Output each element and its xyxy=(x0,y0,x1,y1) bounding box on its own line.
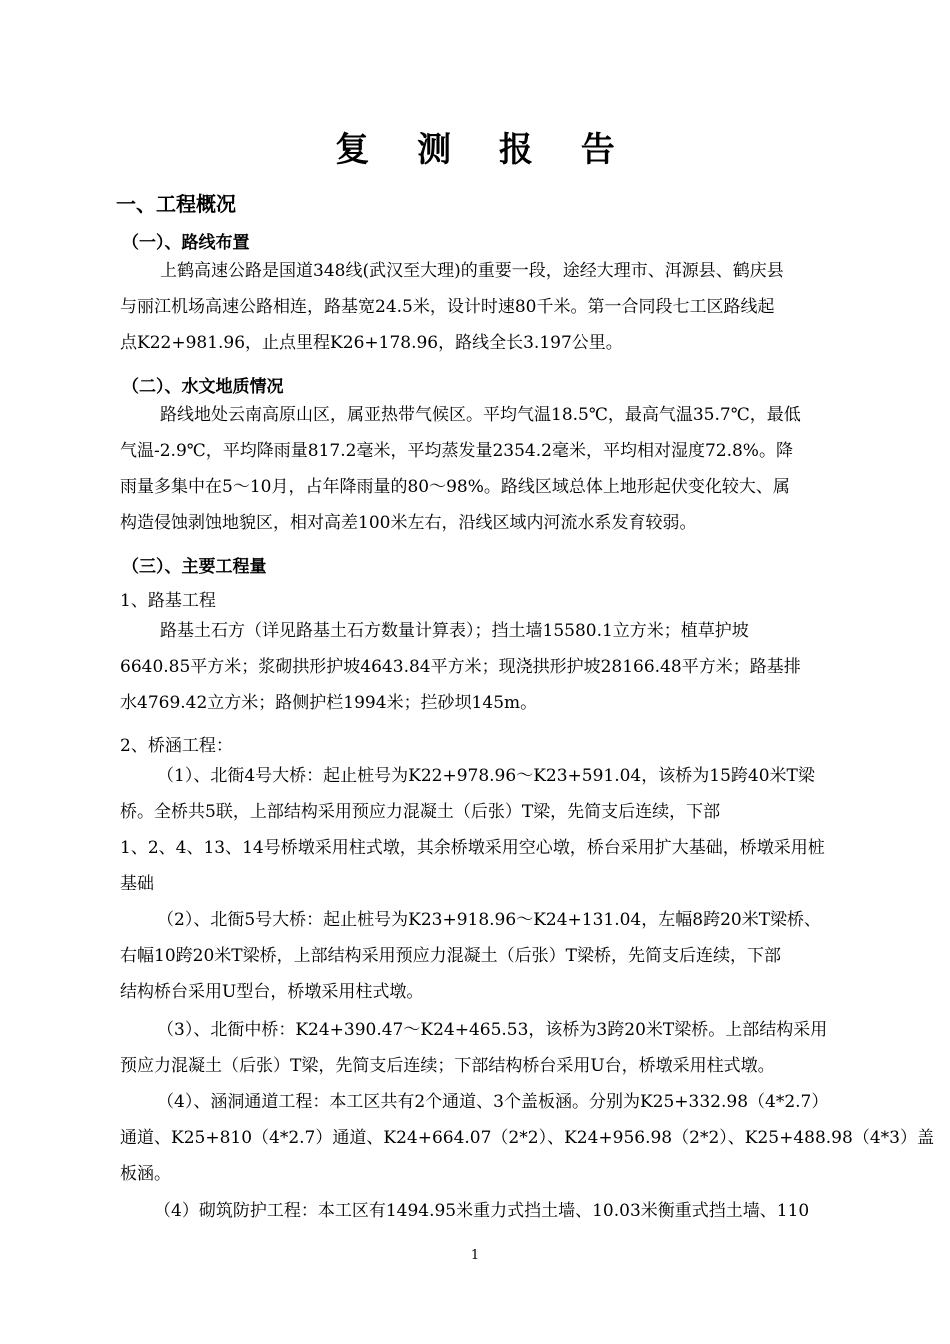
paragraph-route-layout xyxy=(120,253,852,361)
text-line: 通道、K25+810（4*2.7）通道、K24+664.07（2*2）、K24+956.98（2*2）、K25+488.98（4*3）盖 xyxy=(120,1128,934,1148)
paragraph-hydrogeology xyxy=(120,397,852,541)
paragraph-middle-bridge xyxy=(120,1012,852,1084)
text-line: （4）、涵洞通道工程：本工区共有2个通道、3个盖板涵。分别为K25+332.98（4*2.7） xyxy=(157,1092,829,1112)
text-line: 上鹤高速公路是国道348线(武汉至大理)的重要一段，途经大理市、洱源县、鹤庆县 xyxy=(160,261,784,281)
text-line: 构造侵蚀剥蚀地貌区，相对高差100米左右，沿线区域内河流水系发育较弱。 xyxy=(120,513,697,533)
paragraph-bridge-4 xyxy=(120,758,852,902)
text-line: 板涵。 xyxy=(120,1164,171,1184)
text-line: （3）、北衙中桥：K24+390.47～K24+465.53，该桥为3跨20米T梁桥。上部结构采用 xyxy=(157,1020,828,1040)
text-line: 雨量多集中在5～10月，占年降雨量的80～98%。路线区域总体上地形起伏变化较大、属 xyxy=(120,477,790,497)
subheading-hydrogeology: （二）、水文地质情况 xyxy=(122,377,284,397)
text-line: 气温-2.9℃，平均降雨量817.2毫米，平均蒸发量2354.2毫米，平均相对湿度72.8%。降 xyxy=(120,441,793,461)
text-line: 点K22+981.96，止点里程K26+178.96，路线全长3.197公里。 xyxy=(120,333,623,353)
text-line: 6640.85平方米；浆砌拱形护坡4643.84平方米；现浇拱形护坡28166.48平方米；路基排 xyxy=(120,657,801,677)
paragraph-bridge-5 xyxy=(120,902,852,1010)
item-subgrade-heading: 1、路基工程 xyxy=(120,591,216,611)
text-line: 桥。全桥共5联，上部结构采用预应力混凝土（后张）T梁，先简支后连续，下部 xyxy=(120,802,721,822)
paragraph-masonry xyxy=(120,1193,852,1229)
text-line: 水4769.42立方米；路侧护栏1994米；拦砂坝145m。 xyxy=(120,693,538,713)
text-line: （1）、北衙4号大桥：起止桩号为K22+978.96～K23+591.04，该桥为15跨40米T梁 xyxy=(157,766,815,786)
paragraph-subgrade xyxy=(120,613,852,721)
text-line: 结构桥台采用U型台，桥墩采用柱式墩。 xyxy=(120,982,424,1002)
text-line: 路基土石方（详见路基土石方数量计算表）；挡土墙15580.1立方米；植草护坡 xyxy=(160,621,749,641)
text-line: 1、2、4、13、14号桥墩采用柱式墩，其余桥墩采用空心墩，桥台采用扩大基础，桥墩采用桩 xyxy=(120,838,825,858)
text-line: 右幅10跨20米T梁桥，上部结构采用预应力混凝土（后张）T梁桥，先简支后连续，下部 xyxy=(120,946,781,966)
subheading-route-layout: （一）、路线布置 xyxy=(122,233,250,253)
section-heading-overview: 一、工程概况 xyxy=(116,192,236,216)
page-number: 1 xyxy=(470,1248,480,1263)
text-line: 基础 xyxy=(120,874,154,894)
item-bridges-heading: 2、桥涵工程： xyxy=(120,736,233,756)
page-title: 复 测 报 告 xyxy=(335,130,633,170)
text-line: 预应力混凝土（后张）T梁，先简支后连续；下部结构桥台采用U台，桥墩采用柱式墩。 xyxy=(120,1056,775,1076)
paragraph-culverts xyxy=(120,1084,934,1192)
text-line: （2）、北衙5号大桥：起止桩号为K23+918.96～K24+131.04，左幅8跨20米T梁桥、 xyxy=(157,910,822,930)
subheading-quantities: （三）、主要工程量 xyxy=(122,557,267,577)
text-line: 路线地处云南高原山区，属亚热带气候区。平均气温18.5℃，最高气温35.7℃，最低 xyxy=(160,405,801,425)
text-line: 与丽江机场高速公路相连，路基宽24.5米，设计时速80千米。第一合同段七工区路线起 xyxy=(120,297,775,317)
text-line: （4）砌筑防护工程：本工区有1494.95米重力式挡土墙、10.03米衡重式挡土墙、110 xyxy=(154,1201,810,1221)
